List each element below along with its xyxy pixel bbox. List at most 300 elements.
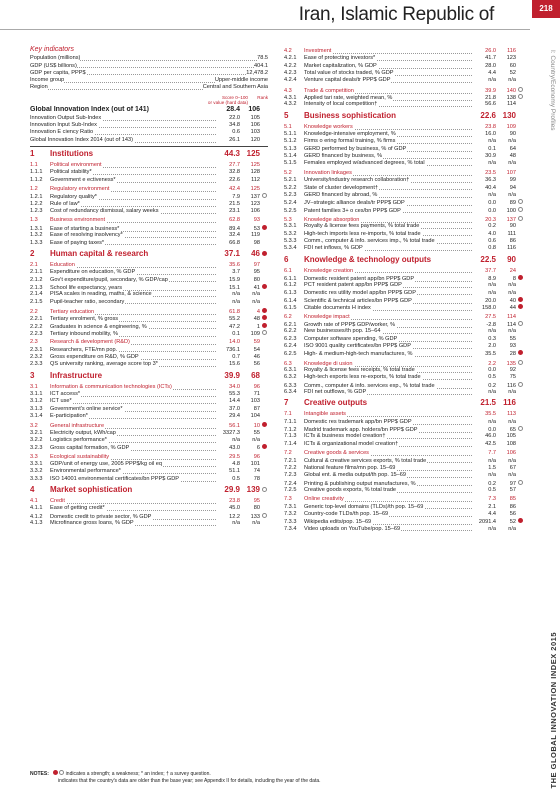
indicator-row: [284, 160, 524, 167]
indicator-label-wrap: [50, 331, 216, 338]
indicator-row: [30, 323, 268, 330]
indicator-label-wrap: [50, 413, 216, 420]
indicator-code: 6.1.4: [284, 297, 297, 304]
gii-subindex-list: [30, 115, 268, 144]
indicator-row: [30, 430, 268, 437]
indicator-row: [284, 480, 524, 487]
sub-row: [30, 262, 268, 269]
indicator-rank: 46: [251, 248, 260, 258]
indicator-row: [284, 511, 524, 518]
strength-dot-icon: [262, 323, 267, 328]
indicator-label: ICTs & organizational model creation†: [304, 440, 399, 447]
indicator-rank: 106: [250, 208, 260, 215]
gii-subindex-row: [30, 115, 268, 122]
indicator-label-wrap: [50, 476, 216, 483]
strength-dot-icon: [518, 304, 523, 309]
indicator-row: [30, 291, 268, 298]
indicator-label-wrap: [304, 124, 472, 131]
indicator-label-wrap: [50, 361, 216, 368]
indicator-label-wrap: [304, 458, 472, 465]
sub-row: [284, 268, 524, 275]
indicator-score: n/a: [488, 457, 496, 464]
indicator-code: 6.3.4: [284, 389, 297, 396]
indicator-score: 36.3: [485, 177, 496, 184]
strength-dot-icon: [262, 315, 267, 320]
indicator-code: 3.3: [30, 453, 38, 460]
indicator-row: [30, 391, 268, 398]
indicator-code: 4.2.3: [284, 70, 297, 77]
indicator-label: Knowledge di usion: [304, 360, 353, 367]
indicator-label: Ease of resolving insolvency*: [50, 232, 123, 239]
sub-row: [284, 450, 524, 457]
indicator-label-wrap: [304, 238, 472, 245]
indicator-label-wrap: [304, 282, 472, 289]
notes-label: NOTES:: [30, 771, 49, 777]
indicator-label: Regulatory quality*: [50, 194, 97, 201]
weakness-ring-icon: [518, 87, 523, 92]
indicator-code: 7.2.1: [284, 457, 297, 464]
indicator-label: Global ent. & media output/th pop. 15–69: [304, 472, 407, 479]
indicator-row: [284, 131, 524, 138]
indicator-label: Knowledge impact: [304, 313, 350, 320]
indicator-rank: 116: [507, 382, 516, 389]
key-indicator-label-wrap: [30, 55, 257, 62]
indicator-rank: n/a: [508, 472, 516, 479]
indicator-code: 5.3.2: [284, 230, 297, 237]
indicator-rank: n/a: [508, 77, 516, 84]
indicator-label-wrap: [50, 454, 216, 461]
indicator-row: [30, 437, 268, 444]
key-indicator-label-wrap: [30, 77, 215, 84]
indicator-code: 5.3: [284, 216, 292, 223]
strength-dot-icon: [518, 297, 523, 302]
indicator-row: [284, 433, 524, 440]
indicator-row: [30, 169, 268, 176]
key-indicator-label: Region: [30, 84, 48, 91]
indicator-score: 0.3: [488, 335, 496, 342]
indicator-rank: 133: [250, 513, 260, 520]
indicator-rank: 48: [509, 153, 516, 160]
gii-subindex-label-wrap: [30, 129, 216, 136]
indicator-score: 29.5: [229, 453, 240, 460]
indicator-score: 29.9: [224, 485, 240, 495]
indicator-code: 6.2.5: [284, 351, 297, 358]
sub-row: [30, 186, 268, 193]
indicator-rank: 109: [506, 123, 516, 130]
indicator-code: 5.1.5: [284, 160, 297, 167]
indicator-rank: 98: [253, 239, 260, 246]
indicator-rank: 116: [503, 398, 516, 408]
indicator-label: Ease of paying taxes*: [50, 239, 105, 246]
indicator-label: Human capital & research: [50, 249, 149, 258]
indicator-row: [284, 526, 524, 533]
indicator-score: 29.4: [229, 413, 240, 420]
indicator-score: 22.5: [480, 254, 496, 264]
indicator-row: [284, 223, 524, 230]
divider: [30, 146, 268, 147]
key-indicator-value: 78.5: [257, 55, 268, 62]
indicator-list-left: [30, 150, 268, 527]
indicator-score: n/a: [488, 525, 496, 532]
indicator-score: 0.6: [488, 237, 496, 244]
indicator-code: 7.1.2: [284, 427, 297, 434]
indicator-rank: 90: [507, 254, 516, 264]
indicator-rank: 74: [253, 468, 260, 475]
indicator-code: 3.2.3: [30, 445, 43, 452]
indicator-label: National feature films/mn pop. 15–69: [304, 464, 396, 471]
indicator-label: High-tech exports less re-exports, % total trade: [304, 374, 421, 381]
gii-subindex-score: 34.8: [229, 122, 240, 129]
indicator-label-wrap: [50, 398, 216, 405]
indicator-score: 0.7: [232, 353, 240, 360]
indicator-rank: n/a: [508, 525, 516, 532]
weakness-ring-icon: [262, 487, 267, 492]
indicator-label-wrap: [50, 391, 216, 398]
indicator-label: ICT use*: [50, 398, 72, 405]
indicator-label: Gov't expenditure/pupil, secondary, % GDP/cap: [50, 276, 168, 283]
indicator-code: 1.2.3: [30, 208, 43, 215]
indicator-rank: 8: [512, 275, 516, 282]
indicator-code: 6.2.3: [284, 335, 297, 342]
indicator-row: [284, 382, 524, 389]
indicator-score: 56.1: [229, 423, 240, 430]
indicator-row: [284, 207, 524, 214]
indicator-row: [30, 505, 268, 512]
indicator-label-wrap: [304, 48, 472, 55]
strength-dot-icon: [262, 444, 267, 449]
indicator-code: 5.1.2: [284, 138, 297, 145]
indicator-label: Knowledge & technology outputs: [304, 255, 432, 264]
indicator-label: Firms o ering formal training, % firms: [304, 138, 396, 145]
indicator-rank: 108: [506, 440, 516, 447]
indicator-code: 2.3.3: [30, 361, 43, 368]
indicator-score: 62.8: [229, 217, 240, 224]
indicator-label-wrap: [304, 231, 472, 238]
indicator-label: Government e ectiveness*: [50, 176, 116, 183]
country-title: Iran, Islamic Republic of: [298, 4, 494, 25]
indicator-rank: 138: [506, 95, 516, 102]
gii-subindex-label-wrap: [30, 122, 216, 129]
indicator-rank: 90: [509, 131, 516, 138]
indicator-code: 7.1.4: [284, 440, 297, 447]
indicator-row: [284, 177, 524, 184]
indicator-score: n/a: [232, 298, 240, 305]
indicator-rank: 75: [509, 374, 516, 381]
indicator-row: [284, 282, 524, 289]
indicator-code: 5.2.3: [284, 191, 297, 198]
indicator-label: Ease of getting credit*: [50, 505, 105, 512]
indicator-label: Country-code TLDs/th pop. 15–69: [304, 510, 389, 517]
pillar-row: [284, 256, 524, 266]
indicator-score: 0.0: [488, 200, 496, 207]
indicator-label: High- & medium-high-tech manufactures, %: [304, 351, 413, 358]
indicator-code: 5.1.1: [284, 131, 297, 138]
indicator-row: [284, 101, 524, 108]
sub-row: [30, 384, 268, 391]
indicator-label: GERD performed by business, % of GDP: [304, 145, 407, 152]
indicator-rank: 4: [256, 308, 260, 315]
indicator-score: 23.8: [229, 498, 240, 505]
indicator-label: General infrastructure: [50, 423, 105, 430]
indicator-label: Computer software spending, % GDP: [304, 335, 398, 342]
gii-subindex-rank: 105: [250, 114, 260, 121]
indicator-rank: 130: [502, 110, 516, 120]
indicator-row: [284, 94, 524, 101]
indicator-label-wrap: [304, 351, 472, 358]
indicator-score: 4.4: [488, 70, 496, 77]
indicator-score: 0.0: [488, 427, 496, 434]
gii-subindex-score: 22.0: [229, 114, 240, 121]
indicator-rank: 112: [251, 176, 260, 183]
indicator-row: [284, 290, 524, 297]
indicator-label: Applied tari rate, weighted mean, %: [304, 95, 393, 102]
indicator-label: Education: [50, 261, 75, 268]
indicator-row: [284, 374, 524, 381]
indicator-label-wrap: [50, 250, 216, 259]
indicator-row: [284, 350, 524, 357]
indicator-label-wrap: [304, 177, 472, 184]
indicator-label: Creative outputs: [304, 399, 368, 408]
indicator-code: 1.3: [30, 217, 38, 224]
indicator-rank: 111: [507, 230, 516, 237]
indicator-score: 47.2: [229, 323, 240, 330]
indicator-label: Rule of law*: [50, 200, 80, 207]
indicator-label-wrap: [304, 63, 472, 70]
indicator-label: Creative goods exports, % total trade: [304, 486, 397, 493]
indicator-label: Citable documents H index: [304, 305, 371, 312]
indicator-rank: n/a: [252, 291, 260, 298]
indicator-score: 23.1: [229, 208, 240, 215]
indicator-label: State of cluster development†: [304, 184, 379, 191]
indicator-label-wrap: [304, 208, 472, 215]
key-indicator-label: GDP (US$ billions): [30, 62, 77, 69]
indicator-row: [284, 465, 524, 472]
indicator-rank: 114: [507, 313, 516, 320]
indicator-row: [284, 389, 524, 396]
indicator-code: 4.1.3: [30, 520, 43, 527]
gii-subindex-label-wrap: [30, 115, 216, 122]
indicator-label: Online creativity: [304, 496, 344, 503]
indicator-label: Printing & publishing output manufactures, %: [304, 480, 416, 487]
indicator-label: Business sophistication: [304, 111, 397, 120]
indicator-label: Patent families 3+ o ces/bn PPP$ GDP: [304, 207, 401, 214]
indicator-label: ICT access*: [50, 391, 81, 397]
indicator-rank: 52: [509, 519, 516, 526]
indicator-code: 7.3.3: [284, 519, 297, 526]
indicator-label: Comm., computer & info. services exp., % total trade: [304, 382, 435, 389]
row-marker: [260, 251, 268, 259]
indicator-code: 4.1: [30, 498, 38, 505]
indicator-row: [30, 330, 268, 337]
indicator-code: 5.2: [284, 169, 292, 176]
indicator-label-wrap: [304, 511, 472, 518]
indicator-label: Innovation linkages: [304, 169, 352, 176]
indicator-code: 3.2.1: [30, 429, 43, 436]
indicator-row: [284, 192, 524, 199]
weakness-ring-icon: [518, 94, 523, 99]
indicator-rank: 56: [509, 510, 516, 517]
indicator-score: n/a: [488, 389, 496, 396]
indicator-label-wrap: [50, 505, 216, 512]
indicator-rank: 87: [253, 405, 260, 412]
indicator-row: [30, 277, 268, 284]
indicator-score: 45.0: [229, 505, 240, 512]
indicator-code: 3: [30, 370, 35, 380]
indicator-row: [284, 70, 524, 77]
indicator-label: Microfinance gross loans, % GDP: [50, 520, 134, 527]
indicator-code: 1.2.2: [30, 200, 43, 207]
indicator-label: Business environment: [50, 217, 106, 224]
indicator-row: [284, 518, 524, 525]
sub-row: [284, 314, 524, 321]
indicator-label: Research & development (R&D): [50, 339, 130, 346]
indicator-score: 23.5: [485, 169, 496, 176]
indicator-label-wrap: [304, 55, 472, 62]
indicator-score: 2.1: [488, 503, 496, 510]
indicator-rank: 123: [506, 55, 516, 62]
indicator-label-wrap: [50, 339, 216, 346]
indicator-row: [284, 472, 524, 479]
indicator-code: 4.3: [284, 87, 292, 94]
indicator-code: 2.2.1: [30, 316, 43, 323]
indicator-label-wrap: [50, 269, 216, 276]
indicator-score: 30.9: [485, 153, 496, 160]
indicator-label: Expenditure on education, % GDP: [50, 269, 136, 276]
indicator-row: [284, 304, 524, 311]
weakness-ring-icon: [518, 321, 523, 326]
indicator-label: Growth rate of PPP$ GDP/worker, %: [304, 322, 396, 328]
indicator-row: [284, 328, 524, 335]
key-indicator-label-wrap: [30, 70, 246, 77]
indicator-label-wrap: [50, 406, 216, 413]
gii-subindex-label: Innovation Output Sub-Index: [30, 114, 102, 121]
indicator-label: Gross capital formation, % GDP: [50, 445, 130, 452]
indicator-code: 4.3.1: [284, 95, 297, 102]
indicator-label-wrap: [304, 465, 472, 472]
indicator-code: 6.2: [284, 313, 292, 320]
indicator-label: Market capitalization, % GDP: [304, 62, 377, 69]
indicator-rank: 55: [253, 429, 260, 436]
indicator-score: 15.6: [229, 361, 240, 368]
indicator-code: 2.2.3: [30, 330, 43, 337]
weakness-ring-icon: [518, 382, 523, 387]
sub-row: [284, 124, 524, 131]
footer-report-label: THE GLOBAL INNOVATION INDEX 2015: [549, 631, 558, 788]
indicator-rank: 113: [507, 411, 516, 418]
indicator-rank: 125: [246, 149, 260, 159]
key-indicator-value: 404.1: [254, 62, 268, 69]
indicator-row: [30, 476, 268, 483]
gii-subindex-rank: 103: [250, 129, 260, 136]
indicator-code: 7.3.4: [284, 525, 297, 532]
indicator-label-wrap: [50, 240, 216, 247]
indicator-rank: n/a: [508, 138, 516, 145]
indicator-score: 16.0: [485, 131, 496, 138]
indicator-score: 43.0: [229, 445, 240, 452]
indicator-label-wrap: [304, 450, 472, 457]
indicator-rank: 107: [506, 169, 516, 176]
left-column: [30, 46, 268, 528]
indicator-rank: 89: [509, 200, 516, 207]
indicator-label-wrap: [304, 336, 472, 343]
strength-dot-icon: [262, 225, 267, 230]
rank-header: Rank: [257, 95, 268, 101]
gii-subindex-row: [30, 137, 268, 144]
indicator-label: PISA scales in reading, maths, & science: [50, 291, 152, 298]
indicator-label: Knowledge workers: [304, 123, 353, 130]
indicator-rank: 54: [253, 346, 260, 353]
weakness-ring-icon: [518, 360, 523, 365]
indicator-code: 6.3.2: [284, 374, 297, 381]
indicator-row: [284, 419, 524, 426]
indicator-code: 2.1: [30, 261, 38, 268]
indicator-label: Intensity of local competition†: [304, 101, 378, 108]
key-indicator-label: Population (millions): [30, 55, 81, 62]
indicator-score: 0.0: [488, 207, 496, 214]
indicator-rank: 140: [506, 87, 516, 94]
indicator-row: [30, 354, 268, 361]
indicator-label: Government's online service*: [50, 405, 123, 412]
indicator-code: 6.3.1: [284, 367, 297, 374]
indicator-score: 0.2: [488, 480, 496, 487]
indicator-label: Electricity output, kWh/cap: [50, 429, 116, 436]
indicator-label-wrap: [50, 486, 216, 495]
indicator-score: 21.5: [480, 398, 496, 408]
indicator-rank: 93: [509, 343, 516, 350]
indicator-rank: 104: [250, 413, 260, 420]
indicator-score: 55.3: [229, 391, 240, 397]
indicator-code: 1.2: [30, 186, 38, 193]
indicator-rank: 86: [509, 237, 516, 244]
indicator-code: 6.3: [284, 360, 292, 367]
indicator-rank: 125: [250, 162, 260, 169]
indicator-code: 5.2.2: [284, 184, 297, 191]
indicator-row: [284, 138, 524, 145]
indicator-score: 4.4: [488, 510, 496, 517]
key-indicator-label: GDP per capita, PPP$: [30, 69, 86, 76]
indicator-code: 7.3.2: [284, 510, 297, 517]
indicator-code: 7.1.3: [284, 433, 297, 440]
indicator-label: Graduates in science & engineering, %: [50, 323, 147, 330]
sub-row: [30, 162, 268, 169]
indicator-label-wrap: [304, 441, 472, 448]
indicator-row: [30, 461, 268, 468]
indicator-score: 14.4: [229, 398, 240, 405]
indicator-row: [284, 185, 524, 192]
indicator-label: High-tech imports less re-imports, % total trade: [304, 230, 421, 237]
gii-subindex-label-wrap: [30, 137, 216, 144]
indicator-rank: 85: [509, 496, 516, 503]
indicator-label-wrap: [304, 487, 472, 494]
indicator-rank: n/a: [508, 289, 516, 296]
indicator-label: Intangible assets: [304, 411, 346, 418]
indicator-label: Infrastructure: [50, 371, 103, 380]
indicator-rank: 137: [250, 194, 260, 201]
sub-row: [284, 360, 524, 367]
indicator-score: 22.6: [480, 110, 496, 120]
indicator-label: Scientific & technical articles/bn PPP$ GDP: [304, 297, 412, 304]
indicator-rank: 99: [509, 177, 516, 184]
indicator-rank: 80: [253, 276, 260, 283]
indicator-code: 3.1.4: [30, 413, 43, 420]
gii-main-score: 28.4: [226, 105, 240, 113]
indicator-score: 7.7: [488, 450, 496, 457]
indicator-label: ISO 9001 quality certificates/bn PPP$ GDP: [304, 343, 411, 350]
indicator-code: 5.1.3: [284, 145, 297, 152]
indicator-code: 3.1: [30, 383, 38, 390]
indicator-label-wrap: [50, 468, 216, 475]
indicator-label: Institutions: [50, 150, 94, 159]
